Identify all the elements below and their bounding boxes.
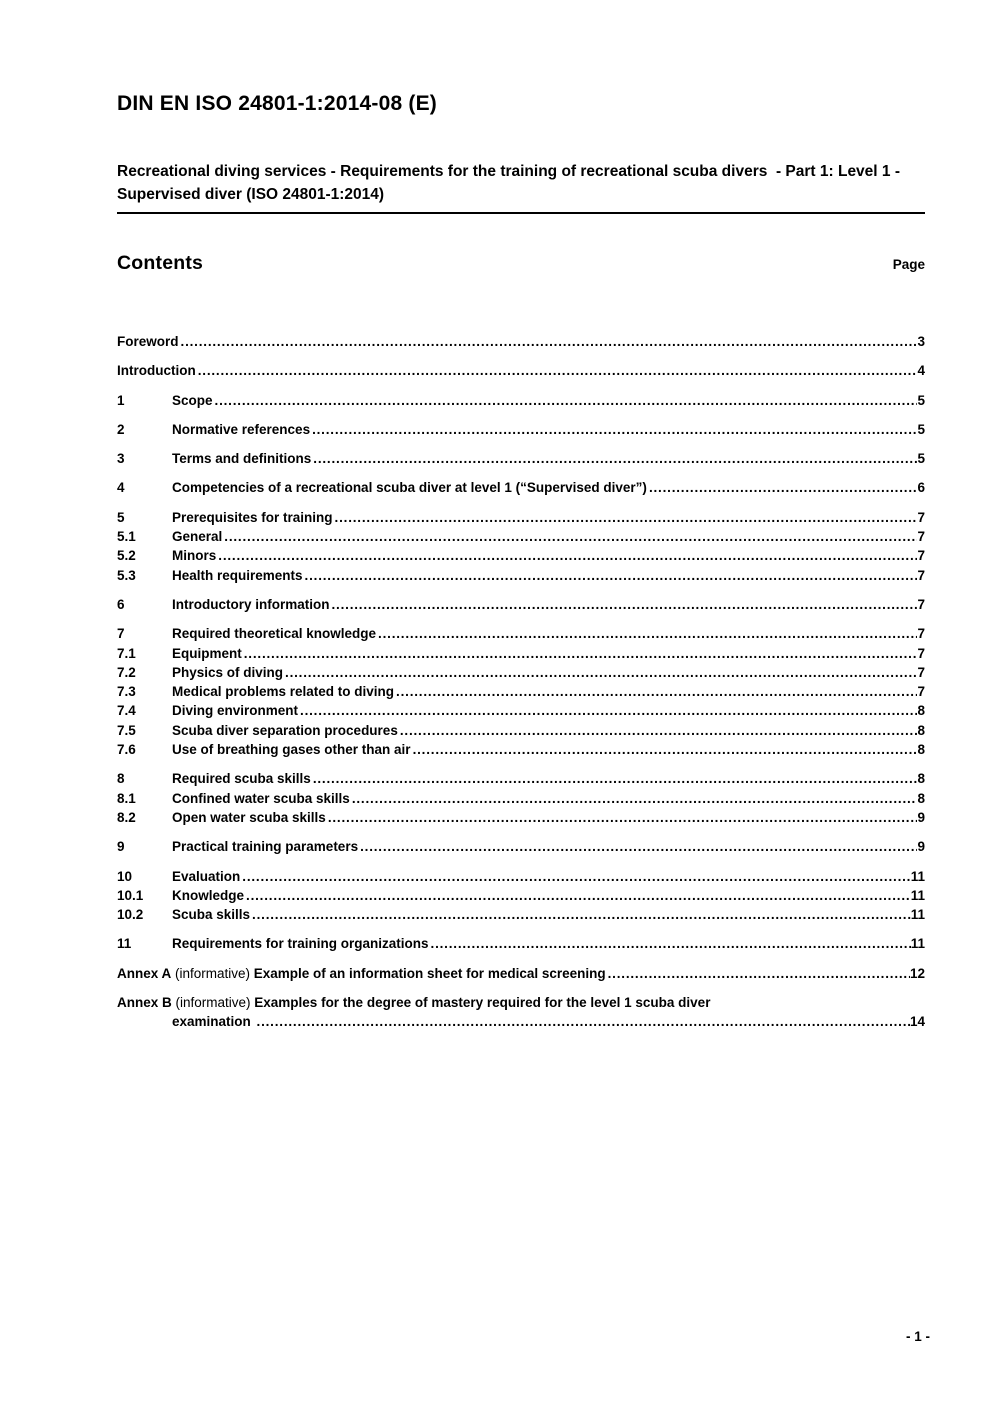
toc-entry-page: 5 <box>917 421 925 437</box>
toc-entry-label: Minors <box>172 548 217 564</box>
toc-entry-page: 11 <box>910 936 925 952</box>
toc-entry-page: 8 <box>917 790 925 806</box>
toc-entry-label: Introductory information <box>172 596 330 612</box>
toc-entry-line <box>117 546 925 565</box>
contents-heading: Contents <box>117 252 204 274</box>
toc-entry-line <box>117 624 925 643</box>
toc-annex-note: (informative) <box>175 995 255 1011</box>
toc-entry <box>117 624 925 643</box>
toc-entry-number: 1 <box>117 392 125 408</box>
page-content <box>117 0 925 1032</box>
toc-entry-page: 3 <box>917 334 925 349</box>
toc-leader-dots <box>181 332 918 351</box>
toc-entry-annex <box>117 964 925 983</box>
toc-entry-line <box>117 682 925 701</box>
toc-leader-dots <box>313 769 918 788</box>
toc-leader-dots <box>305 566 918 585</box>
toc-leader-dots <box>332 595 918 614</box>
toc-entry-label: Examples for the degree of mastery required for the level 1 scuba diver <box>254 995 711 1011</box>
toc-entry-number: 7 <box>117 626 125 642</box>
toc-entry-label: Practical training parameters <box>172 839 359 855</box>
toc-entry-page: 11 <box>910 907 925 923</box>
toc-entry-page: 7 <box>917 626 925 642</box>
toc-entry-label: Required scuba skills <box>172 771 311 787</box>
toc-entry-line <box>117 595 925 614</box>
toc-entry-number: 5.2 <box>117 548 136 564</box>
document-title: Recreational diving services - Requirements for the training of recreational scuba divers - Part 1: Level 1 - Supervised diver (ISO 24801-1:2014) <box>117 161 925 214</box>
toc-entry-page: 6 <box>917 480 925 496</box>
toc-entry-line <box>117 934 925 953</box>
toc-entry-label: Scope <box>172 392 213 408</box>
toc-entry-continuation-line <box>117 1012 925 1031</box>
toc-entry <box>117 478 925 497</box>
toc-entry-line <box>117 740 925 759</box>
toc-entry-line <box>117 663 925 682</box>
toc-leader-dots <box>313 449 917 468</box>
toc-entry-page: 7 <box>917 509 925 525</box>
toc-list <box>117 275 925 1032</box>
toc-entry <box>117 361 925 380</box>
toc-entry-page: 7 <box>917 596 925 612</box>
toc-entry <box>117 740 925 759</box>
toc-entry-number: 7.4 <box>117 703 136 719</box>
toc-entry-number: 3 <box>117 451 125 467</box>
toc-entry-number: 10 <box>117 868 133 884</box>
toc-entry-line <box>117 449 925 468</box>
toc-leader-dots <box>360 837 917 856</box>
toc-entry-number: 7.1 <box>117 645 136 661</box>
toc-entry <box>117 701 925 720</box>
toc-entry-page: 9 <box>917 809 925 825</box>
toc-annex-prefix: Annex A <box>117 965 176 981</box>
toc-entry-page: 9 <box>917 839 925 855</box>
toc-entry-page: 7 <box>917 548 925 564</box>
toc-leader-dots <box>649 478 918 497</box>
toc-entry-line <box>117 527 925 546</box>
toc-entry-number: 5.3 <box>117 567 136 583</box>
toc-entry-line <box>117 566 925 585</box>
toc-entry-line <box>117 769 925 788</box>
toc-entry-number: 6 <box>117 596 125 612</box>
toc-entry-number: 5.1 <box>117 529 136 545</box>
toc-entry-page: 4 <box>917 363 925 379</box>
toc-entry-line <box>117 361 925 380</box>
toc-leader-dots <box>335 508 918 527</box>
toc-entry <box>117 546 925 565</box>
toc-leader-dots <box>242 867 910 886</box>
toc-entry-number: 7.2 <box>117 664 136 680</box>
toc-entry-label: Open water scuba skills <box>172 809 326 825</box>
toc-entry-page: 7 <box>917 684 925 700</box>
toc-entry-label: Evaluation <box>172 868 241 884</box>
toc-entry <box>117 595 925 614</box>
toc-entry-label: Scuba diver separation procedures <box>172 722 398 738</box>
page-column-label: Page <box>892 257 925 272</box>
toc-entry-line <box>117 837 925 856</box>
toc-leader-dots <box>378 624 917 643</box>
toc-entry-line <box>117 993 925 1012</box>
footer-page-number: - 1 - <box>905 1329 930 1344</box>
toc-entry-number: 4 <box>117 480 125 496</box>
toc-leader-dots <box>312 420 917 439</box>
toc-entry-label: Foreword <box>117 334 179 349</box>
toc-entry-number: 10.2 <box>117 907 144 923</box>
toc-entry-label: Medical problems related to diving <box>172 684 395 700</box>
toc-leader-dots <box>285 663 917 682</box>
toc-entry <box>117 721 925 740</box>
toc-leader-dots <box>328 808 918 827</box>
toc-entry-label: General <box>172 529 223 545</box>
toc-entry-label: Required theoretical knowledge <box>172 626 377 642</box>
toc-entry <box>117 332 925 351</box>
toc-leader-dots <box>300 701 917 720</box>
toc-entry-page: 11 <box>910 868 925 884</box>
toc-leader-dots <box>246 886 911 905</box>
contents-header-row <box>117 252 925 275</box>
toc-entry-label: Diving environment <box>172 703 299 719</box>
toc-entry-number: 8 <box>117 771 125 787</box>
toc-entry-label: Requirements for training organizations <box>172 936 429 952</box>
toc-entry-label: Terms and definitions <box>172 451 312 467</box>
document-id-heading: DIN EN ISO 24801-1:2014-08 (E) <box>117 92 437 115</box>
toc-entry-line <box>117 721 925 740</box>
toc-entry-label: Competencies of a recreational scuba diver at level 1 (“Supervised diver”) <box>172 480 647 496</box>
toc-entry-page: 8 <box>917 722 925 738</box>
toc-entry-line <box>117 508 925 527</box>
toc-entry-page: 8 <box>917 703 925 719</box>
toc-entry <box>117 789 925 808</box>
toc-entry-line <box>117 789 925 808</box>
toc-leader-dots <box>413 740 918 759</box>
toc-entry-page: 7 <box>917 645 925 661</box>
toc-entry <box>117 420 925 439</box>
toc-entry-line <box>117 701 925 720</box>
toc-entry-line <box>117 332 925 351</box>
toc-leader-dots <box>218 546 917 565</box>
toc-entry <box>117 837 925 856</box>
toc-entry-label: Use of breathing gases other than air <box>172 742 411 758</box>
toc-entry-label: Confined water scuba skills <box>172 790 350 806</box>
toc-leader-dots <box>400 721 918 740</box>
toc-entry <box>117 905 925 924</box>
toc-entry-line <box>117 808 925 827</box>
toc-leader-dots <box>431 934 911 953</box>
toc-entry-page: 7 <box>917 567 925 583</box>
toc-entry-number: 7.6 <box>117 742 136 758</box>
toc-entry <box>117 682 925 701</box>
toc-leader-dots <box>198 361 918 380</box>
toc-entry <box>117 566 925 585</box>
toc-entry-number: 7.5 <box>117 722 136 738</box>
toc-entry <box>117 644 925 663</box>
toc-entry-page: 5 <box>917 392 925 408</box>
toc-entry-page: 7 <box>917 664 925 680</box>
toc-entry-page: 11 <box>910 887 925 903</box>
toc-leader-dots <box>608 964 910 983</box>
toc-entry-number: 5 <box>117 509 125 525</box>
toc-leader-dots <box>252 905 911 924</box>
toc-entry <box>117 934 925 953</box>
toc-entry-number: 8.2 <box>117 809 136 825</box>
toc-entry-number: 11 <box>117 936 132 952</box>
toc-entry <box>117 769 925 788</box>
toc-entry <box>117 508 925 527</box>
toc-entry-line <box>117 964 925 983</box>
toc-entry <box>117 808 925 827</box>
toc-entry-label: Prerequisites for training <box>172 509 333 525</box>
toc-entry-label: Scuba skills <box>172 907 251 923</box>
toc-leader-dots <box>396 682 917 701</box>
toc-entry-number: 8.1 <box>117 790 136 806</box>
toc-entry-page: 7 <box>917 529 925 545</box>
toc-entry <box>117 663 925 682</box>
toc-entry-label: Introduction <box>117 363 196 379</box>
toc-entry-annex <box>117 993 925 1032</box>
toc-entry-page: 12 <box>909 965 925 981</box>
toc-entry-line <box>117 867 925 886</box>
toc-entry-line <box>117 905 925 924</box>
toc-entry-number: 10.1 <box>117 887 144 903</box>
toc-leader-dots <box>257 1012 910 1031</box>
toc-leader-dots <box>352 789 918 808</box>
toc-entry <box>117 527 925 546</box>
toc-annex-note: (informative) <box>175 965 254 981</box>
toc-entry-label: Example of an information sheet for medical screening <box>253 965 606 981</box>
toc-leader-dots <box>224 527 917 546</box>
toc-entry-line <box>117 886 925 905</box>
toc-entry-page: 8 <box>917 771 925 787</box>
toc-leader-dots <box>244 644 918 663</box>
toc-entry-label: Equipment <box>172 645 242 661</box>
toc-entry-page: 14 <box>909 1014 925 1030</box>
toc-entry-label-continued: examination <box>172 1014 255 1030</box>
toc-entry-page: 5 <box>917 451 925 467</box>
toc-entry-label: Knowledge <box>172 887 245 903</box>
toc-leader-dots <box>215 391 918 410</box>
toc-entry-page: 8 <box>917 742 925 758</box>
toc-entry-label: Normative references <box>172 421 311 437</box>
toc-annex-prefix: Annex B <box>117 995 176 1011</box>
toc-entry-line <box>117 420 925 439</box>
toc-entry <box>117 867 925 886</box>
toc-entry-line <box>117 478 925 497</box>
toc-entry <box>117 449 925 468</box>
toc-entry-number: 2 <box>117 421 125 437</box>
toc-entry <box>117 886 925 905</box>
toc-entry-line <box>117 644 925 663</box>
toc-entry-line <box>117 391 925 410</box>
toc-entry-label: Physics of diving <box>172 664 284 680</box>
toc-entry <box>117 391 925 410</box>
toc-entry-label: Health requirements <box>172 567 303 583</box>
toc-entry-number: 7.3 <box>117 684 136 700</box>
toc-entry-number: 9 <box>117 839 125 855</box>
